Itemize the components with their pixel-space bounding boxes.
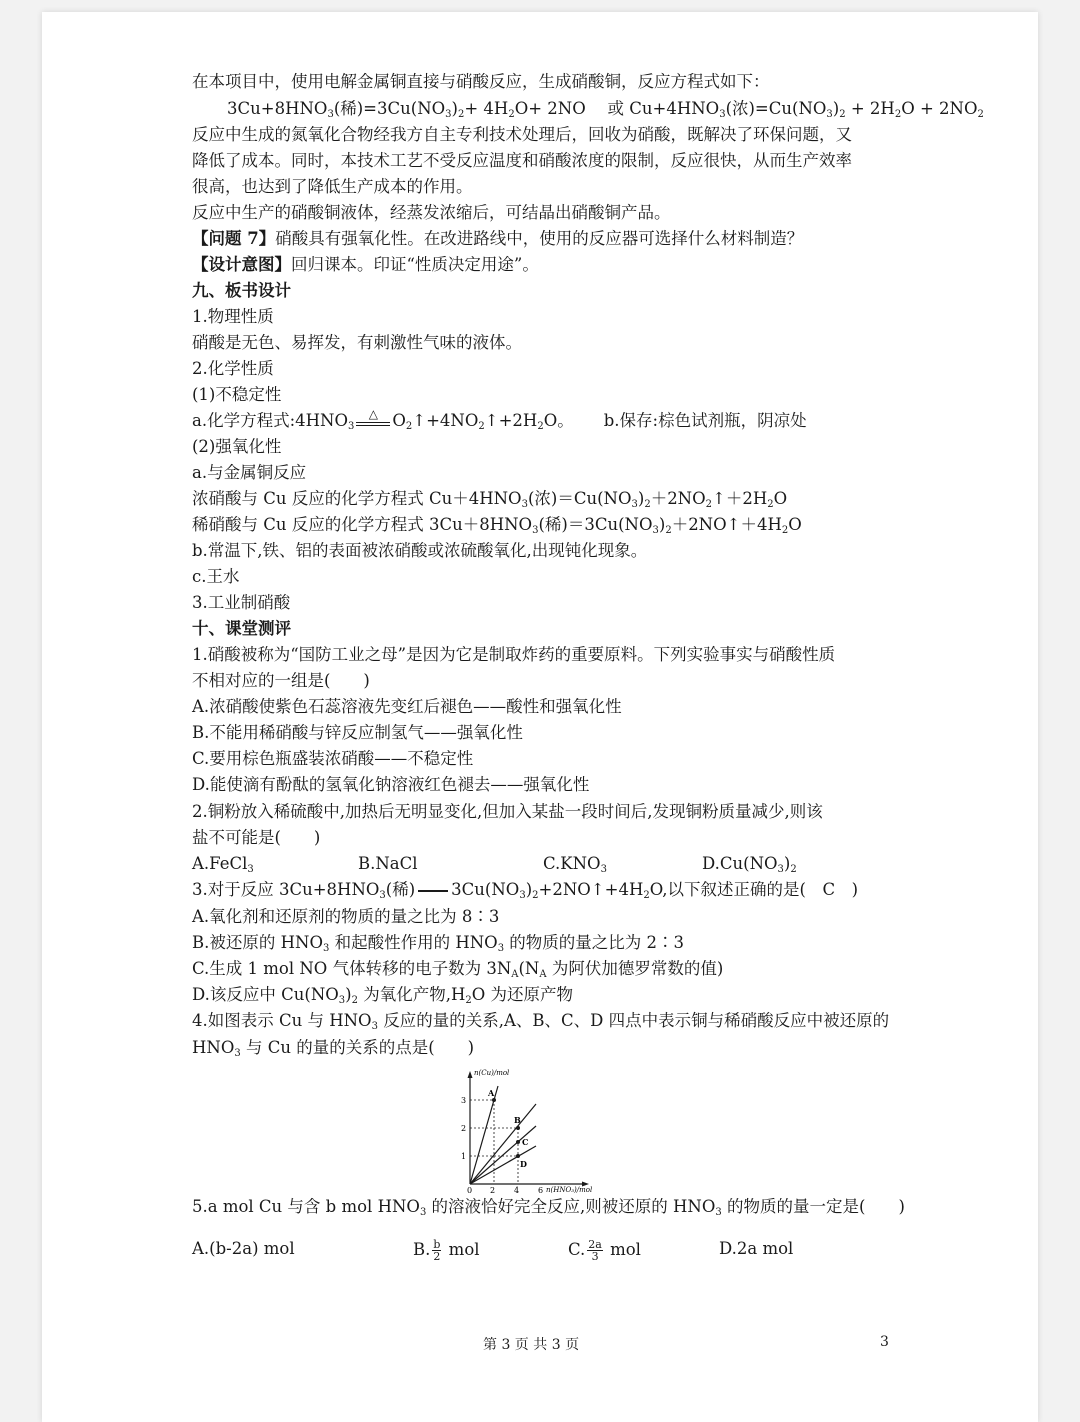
intro-paragraph-3: 反应中生产的硝酸铜液体，经蒸发浓缩后，可结晶出硝酸铜产品。 (192, 203, 671, 222)
q3-option-b: B.被还原的 $HNO_3$ 和起酸性作用的 $HNO_3$ 的物质的量之比为 2∶3 (192, 933, 685, 954)
q2-stem-1: 2.铜粉放入稀硫酸中,加热后无明显变化,但加入某盐一段时间后,发现铜粉质量减少,则该 (192, 802, 823, 821)
section-9-title: 九、板书设计 (192, 281, 291, 300)
board-line-industrial: 3.工业制硝酸 (192, 593, 291, 612)
point-c (516, 1140, 520, 1144)
board-line-oxidizing: (2)强氧化性 (192, 437, 282, 456)
question-7: 【问题 7】硝酸具有强氧化性。在改进路线中，使用的反应器可选择什么材料制造？ (192, 229, 804, 248)
board-line-physical: 1.物理性质 (192, 307, 274, 326)
y-axis-label: n(Cu)/mol (474, 1069, 510, 1077)
board-line-physical-desc: 硝酸是无色、易挥发，有刺激性气味的液体。 (192, 333, 522, 352)
point-d-label: D (520, 1159, 527, 1169)
board-line-decomposition: a.化学方程式$:4HNO_3^\triangle$ $O_2↑+4NO_2↑+2H_2O$。 b.保存:棕色试剂瓶，阴凉处 (192, 407, 807, 432)
q2-option-d: $D.Cu(NO_3)_2$ (702, 854, 797, 875)
point-c-label: C (522, 1137, 529, 1147)
point-d (516, 1154, 520, 1158)
board-line-copper: a.与金属铜反应 (192, 463, 307, 482)
board-line-aqua-regia: c.王水 (192, 567, 240, 586)
q3-stem: 3.对于反应 $3Cu+8HNO_3$(稀) $3Cu(NO_3)_2+2NO↑+4H_2O$,以下叙述正确的是( C ) (192, 880, 859, 901)
y-axis-arrow (468, 1071, 473, 1078)
x-tick-4: 4 (514, 1186, 520, 1195)
line-c (470, 1126, 536, 1184)
design-intent: 【设计意图】回归课本。印证“性质决定用途”。 (192, 255, 539, 274)
cu-hno3-graph (448, 1066, 618, 1196)
q2-option-a: A.FeCl$_3$ (192, 854, 254, 875)
point-a (492, 1098, 496, 1102)
q4-stem-1: 4.如图表示 Cu 与 $HNO_3$ 反应的量的关系,A、B、C、D 四点中表示铜与稀硝酸反应中被还原的 (192, 1011, 890, 1032)
page-indicator: 第 3 页 共 3 页 (483, 1337, 580, 1353)
q5-option-a: A.(b-2a) mol (192, 1239, 295, 1258)
q1-option-c: C.要用棕色瓶盛装浓硝酸——不稳定性 (192, 749, 474, 768)
document-page (42, 12, 1038, 1422)
y-tick-3: 3 (461, 1096, 467, 1105)
reaction-equation-line: $3Cu+8HNO_3$(稀)$=3Cu(NO_3)_2+ 4H_2O+ 2NO$ 或 $Cu+4HNO_3$(浓)$=Cu(NO_3)_2 + 2H_2O + 2NO_2$ (227, 99, 984, 120)
q1-stem-2: 不相对应的一组是( ) (192, 671, 370, 690)
intro-paragraph-2c: 很高，也达到了降低生产成本的作用。 (192, 177, 473, 196)
q3-option-a: A.氧化剂和还原剂的物质的量之比为 8∶3 (192, 907, 500, 926)
y-tick-1: 1 (461, 1152, 467, 1161)
q5-option-d: D.2a mol (719, 1239, 794, 1258)
heat-arrow: △ (354, 411, 392, 432)
q2-option-c: $C.KNO_3$ (543, 854, 607, 875)
q1-stem-1: 1.硝酸被称为“国防工业之母”是因为它是制取炸药的重要原料。下列实验事实与硝酸性质 (192, 645, 836, 664)
intro-paragraph-1: 在本项目中，使用电解金属铜直接与硝酸反应，生成硝酸铜，反应方程式如下： (192, 72, 770, 91)
q1-option-d: D.能使滴有酚酞的氢氧化钠溶液红色褪去——强氧化性 (192, 775, 590, 794)
board-line-instability: (1)不稳定性 (192, 385, 282, 404)
x-tick-6: 6 (538, 1186, 544, 1195)
x-axis-label: n(HNO₃)/mol (546, 1186, 593, 1194)
section-10-title: 十、课堂测评 (192, 619, 291, 638)
q3-option-d: D.该反应中 $Cu(NO_3)_2$ 为氧化产物$,H_2O$ 为还原产物 (192, 985, 574, 1006)
q5-stem: 5.a mol Cu 与含 b mol $HNO_3$ 的溶液恰好完全反应,则被还原的 $HNO_3$ 的物质的量一定是( ) (192, 1197, 905, 1218)
y-tick-2: 2 (461, 1124, 467, 1133)
page-number: 3 (880, 1334, 889, 1350)
q2-option-b: B.NaCl (358, 854, 418, 873)
origin-label: 0 (467, 1186, 473, 1195)
q3-option-c: C.生成 1 mol NO 气体转移的电子数为 $3N_A(N_A$ 为阿伏加德罗常数的值) (192, 959, 724, 980)
q5-option-c: C. $\frac{2a}{3}$ mol (568, 1238, 641, 1263)
q4-stem-2: $HNO_3$ 与 Cu 的量的关系的点是( ) (192, 1038, 475, 1059)
equation-bar (418, 890, 448, 892)
intro-paragraph-2a: 反应中生成的氮氧化合物经我方自主专利技术处理后，回收为硝酸，既解决了环保问题，又 (192, 125, 852, 144)
point-b (516, 1126, 520, 1130)
board-line-passivation: b.常温下,铁、铝的表面被浓硝酸或浓硫酸氧化,出现钝化现象。 (192, 541, 648, 560)
intro-paragraph-2b: 降低了成本。同时，本技术工艺不受反应温度和硝酸浓度的限制，反应很快，从而生产效率 (192, 151, 852, 170)
q5-option-b: B. $\frac{b}{2}$ mol (413, 1238, 480, 1263)
q1-option-b: B.不能用稀硝酸与锌反应制氢气——强氧化性 (192, 723, 523, 742)
point-b-label: B (514, 1115, 521, 1125)
board-line-chemical: 2.化学性质 (192, 359, 274, 378)
point-a-label: A (488, 1088, 495, 1098)
board-line-dilute-eq: 稀硝酸与 Cu 反应的化学方程式 $3Cu+8HNO_3$(稀)$=3Cu(NO_3)_2+2NO↑+4H_2O$ (192, 515, 802, 536)
q1-option-a: A.浓硝酸使紫色石蕊溶液先变红后褪色——酸性和强氧化性 (192, 697, 622, 716)
q2-stem-2: 盐不可能是( ) (192, 828, 321, 847)
x-tick-2: 2 (490, 1186, 496, 1195)
board-line-conc-eq: 浓硝酸与 Cu 反应的化学方程式 $Cu+4HNO_3$(浓)$=Cu(NO_3)_2+2NO_2↑+2H_2O$ (192, 489, 788, 510)
